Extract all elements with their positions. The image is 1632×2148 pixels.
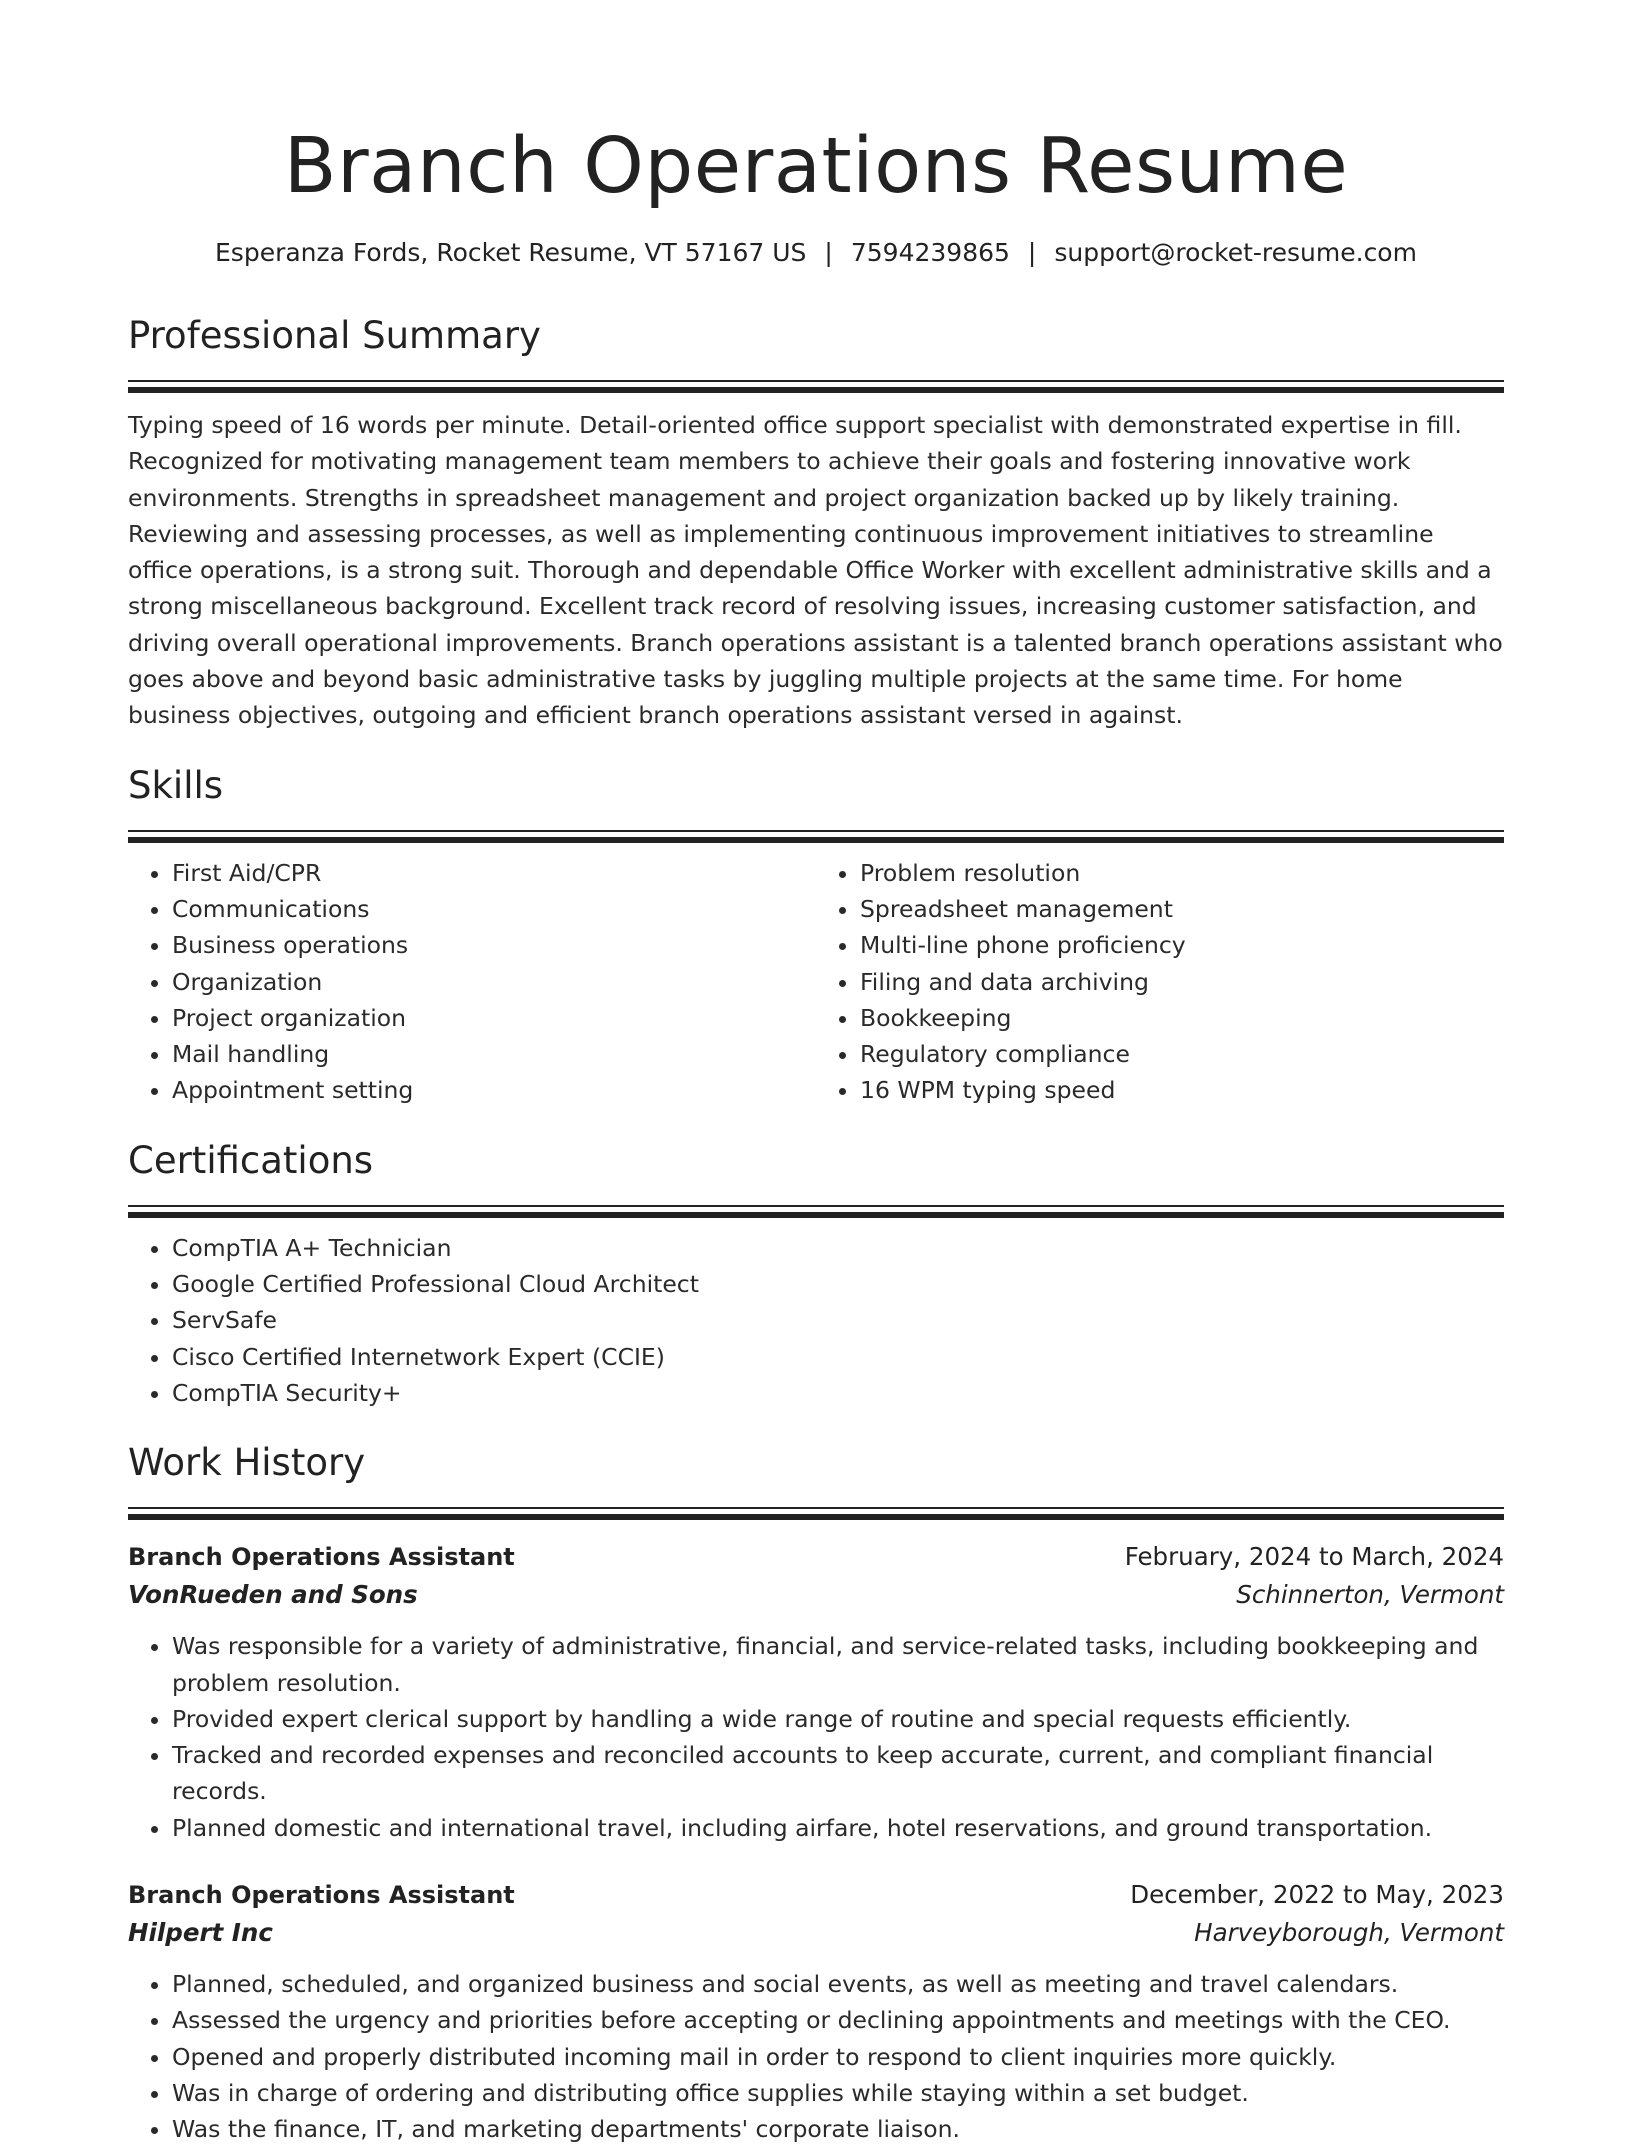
skill-item: • Organization	[172, 964, 816, 1000]
certification-item: • ServSafe	[172, 1302, 1504, 1338]
professional-summary-section	[128, 312, 1504, 734]
section-divider	[128, 380, 1504, 393]
job-header	[128, 1538, 1504, 1576]
job-location: Schinnerton, Vermont	[1236, 1580, 1504, 1610]
section-title-certifications: Certifications	[128, 1138, 374, 1182]
skill-item: • Problem resolution	[860, 855, 1504, 891]
skill-item: • Multi-line phone proficiency	[860, 927, 1504, 963]
job-title: Branch Operations Assistant	[128, 1543, 515, 1572]
skill-item: • Business operations	[172, 927, 816, 963]
work-history-section	[128, 1439, 1504, 2147]
certification-item: • CompTIA A+ Technician	[172, 1230, 1504, 1266]
skill-item: • Filing and data archiving	[860, 964, 1504, 1000]
skill-item: • 16 WPM typing speed	[860, 1072, 1504, 1108]
skill-item: • Appointment setting	[172, 1072, 816, 1108]
section-divider	[128, 1507, 1504, 1520]
section-title-skills: Skills	[128, 763, 224, 807]
job-duty: • Opened and properly distributed incoming mail in order to respond to client inquiries more quickly.	[172, 2039, 1504, 2075]
job-duty: • Provided expert clerical support by handling a wide range of routine and special requests efficiently.	[172, 1701, 1504, 1737]
certifications-list	[128, 1230, 1504, 1411]
job-duty: • Planned domestic and international travel, including airfare, hotel reservations, and ground transportation.	[172, 1810, 1504, 1846]
section-divider	[128, 830, 1504, 843]
resume-title: Branch Operations Resume	[283, 122, 1349, 211]
section-title-summary: Professional Summary	[128, 314, 541, 357]
job-duty: • Planned, scheduled, and organized business and social events, as well as meeting and travel calendars.	[172, 1966, 1504, 2002]
contact-line	[128, 236, 1504, 270]
section-divider	[128, 1205, 1504, 1218]
skill-item: • First Aid/CPR	[172, 855, 816, 891]
job-duty: • Was the finance, IT, and marketing departments' corporate liaison.	[172, 2111, 1504, 2147]
job-title: Branch Operations Assistant	[128, 1881, 515, 1910]
skill-item: • Spreadsheet management	[860, 891, 1504, 927]
skills-grid	[128, 855, 1504, 1109]
certification-item: • Google Certified Professional Cloud Architect	[172, 1266, 1504, 1302]
contact-separator: |	[1027, 238, 1037, 267]
skill-item: • Project organization	[172, 1000, 816, 1036]
job-header	[128, 1876, 1504, 1914]
job-duties-list	[128, 1628, 1504, 1846]
skill-item: • Regulatory compliance	[860, 1036, 1504, 1072]
job-subheader	[128, 1914, 1504, 1952]
job-duty: • Tracked and recorded expenses and reconciled accounts to keep accurate, current, and compliant financial records.	[172, 1737, 1504, 1810]
job-subheader	[128, 1576, 1504, 1614]
section-title-work-history: Work History	[128, 1441, 366, 1485]
skills-list-left	[128, 855, 816, 1109]
contact-phone: 7594239865	[850, 238, 1010, 267]
job-company: Hilpert Inc	[128, 1918, 273, 1948]
job-dates: December, 2022 to May, 2023	[1130, 1880, 1504, 1910]
contact-separator: |	[824, 238, 833, 267]
contact-address: Esperanza Fords, Rocket Resume, VT 57167 US	[215, 238, 807, 267]
job-location: Harveyborough, Vermont	[1194, 1918, 1504, 1948]
job-duties-list	[128, 1966, 1504, 2147]
summary-text: Typing speed of 16 words per minute. Detail-oriented office support specialist with demonstrated expertise in fill. Recognized for motivating management team members to achieve their goals and fostering innovative work environments. Strengths in spreadsheet management and project organization backed up by likely training. Reviewing and assessing processes, as well as implementing continuous improvement initiatives to streamline office operations, is a strong suit. Thorough and dependable Office Worker with excellent administrative skills and a strong miscellaneous background. Excellent track record of resolving issues, increasing customer satisfaction, and driving overall operational improvements. Branch operations assistant is a talented branch operations assistant who goes above and beyond basic administrative tasks by juggling multiple projects at the same time. For home business objectives, outgoing and efficient branch operations assistant versed in against.	[128, 411, 1503, 730]
contact-email: support@rocket-resume.com	[1054, 238, 1417, 267]
skills-list-right	[816, 855, 1504, 1109]
skill-item: • Mail handling	[172, 1036, 816, 1072]
job-duty: • Assessed the urgency and priorities before accepting or declining appointments and meetings with the CEO.	[172, 2002, 1504, 2038]
certification-item: • Cisco Certified Internetwork Expert (CCIE)	[172, 1339, 1504, 1375]
job-entry	[128, 1538, 1504, 1846]
skills-section	[128, 762, 1504, 1109]
job-entry	[128, 1876, 1504, 2147]
job-company: VonRueden and Sons	[128, 1580, 418, 1610]
certification-item: • CompTIA Security+	[172, 1375, 1504, 1411]
job-dates: February, 2024 to March, 2024	[1124, 1542, 1504, 1572]
certifications-section	[128, 1137, 1504, 1411]
job-duty: • Was responsible for a variety of administrative, financial, and service-related tasks, including bookkeeping and problem resolution.	[172, 1628, 1504, 1701]
skill-item: • Communications	[172, 891, 816, 927]
job-duty: • Was in charge of ordering and distributing office supplies while staying within a set budget.	[172, 2075, 1504, 2111]
skill-item: • Bookkeeping	[860, 1000, 1504, 1036]
